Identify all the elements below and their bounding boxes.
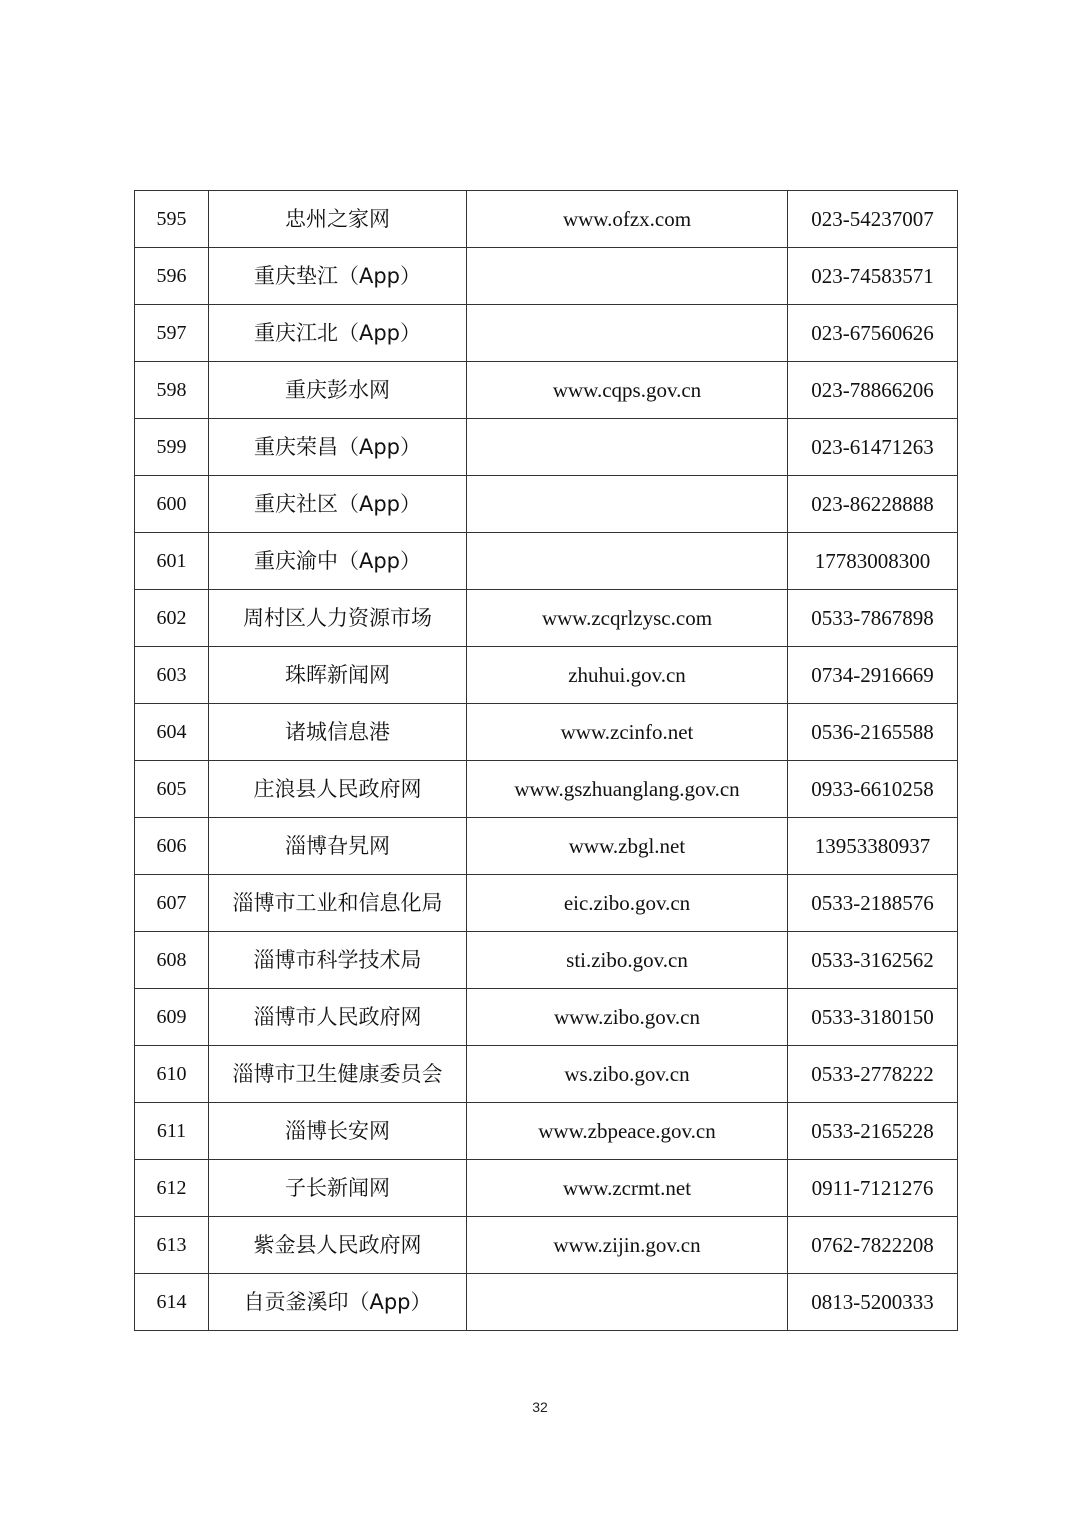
site-name-cell: 珠晖新闻网 [209,647,467,704]
row-number-cell: 607 [135,875,209,932]
row-number-cell: 614 [135,1274,209,1331]
site-name-cell: 淄博旮旯网 [209,818,467,875]
phone-cell: 0813-5200333 [788,1274,958,1331]
phone-cell: 0536-2165588 [788,704,958,761]
phone-cell: 023-74583571 [788,248,958,305]
site-url-cell: www.zijin.gov.cn [467,1217,788,1274]
site-url-cell [467,248,788,305]
table-row [135,647,958,704]
site-url-cell [467,1274,788,1331]
table-row [135,761,958,818]
site-name-cell: 重庆社区（App） [209,476,467,533]
row-number-cell: 612 [135,1160,209,1217]
site-url-cell: www.gszhuanglang.gov.cn [467,761,788,818]
phone-cell: 0533-7867898 [788,590,958,647]
site-name-cell: 紫金县人民政府网 [209,1217,467,1274]
phone-cell: 023-54237007 [788,191,958,248]
site-url-cell: www.ofzx.com [467,191,788,248]
phone-cell: 023-61471263 [788,419,958,476]
phone-cell: 0933-6610258 [788,761,958,818]
site-name-cell: 重庆渝中（App） [209,533,467,590]
site-url-cell: ws.zibo.gov.cn [467,1046,788,1103]
phone-cell: 0533-3180150 [788,989,958,1046]
site-name-cell: 淄博市人民政府网 [209,989,467,1046]
phone-cell: 0533-2778222 [788,1046,958,1103]
row-number-cell: 601 [135,533,209,590]
site-url-cell: www.cqps.gov.cn [467,362,788,419]
phone-cell: 0911-7121276 [788,1160,958,1217]
table-row [135,875,958,932]
site-name-cell: 淄博市科学技术局 [209,932,467,989]
row-number-cell: 595 [135,191,209,248]
website-listing-table [134,190,958,1331]
table-row [135,362,958,419]
table-row [135,818,958,875]
phone-cell: 0734-2916669 [788,647,958,704]
page-number: 32 [532,1399,548,1415]
site-name-cell: 周村区人力资源市场 [209,590,467,647]
row-number-cell: 609 [135,989,209,1046]
site-name-cell: 自贡釜溪印（App） [209,1274,467,1331]
table-row [135,191,958,248]
table-row [135,1046,958,1103]
table-row [135,1103,958,1160]
site-name-cell: 重庆彭水网 [209,362,467,419]
site-url-cell: www.zibo.gov.cn [467,989,788,1046]
site-url-cell: www.zcqrlzysc.com [467,590,788,647]
table-row [135,704,958,761]
site-name-cell: 淄博市卫生健康委员会 [209,1046,467,1103]
phone-cell: 13953380937 [788,818,958,875]
table-row [135,932,958,989]
table-row [135,305,958,362]
phone-cell: 023-86228888 [788,476,958,533]
site-url-cell [467,305,788,362]
site-name-cell: 重庆垫江（App） [209,248,467,305]
row-number-cell: 611 [135,1103,209,1160]
site-url-cell [467,419,788,476]
row-number-cell: 608 [135,932,209,989]
phone-cell: 0533-2188576 [788,875,958,932]
table-row [135,989,958,1046]
row-number-cell: 604 [135,704,209,761]
row-number-cell: 597 [135,305,209,362]
site-url-cell: sti.zibo.gov.cn [467,932,788,989]
phone-cell: 023-78866206 [788,362,958,419]
site-name-cell: 子长新闻网 [209,1160,467,1217]
site-name-cell: 重庆荣昌（App） [209,419,467,476]
site-url-cell: www.zbgl.net [467,818,788,875]
site-url-cell: eic.zibo.gov.cn [467,875,788,932]
site-url-cell: www.zcrmt.net [467,1160,788,1217]
row-number-cell: 596 [135,248,209,305]
row-number-cell: 605 [135,761,209,818]
table-row [135,419,958,476]
table-row [135,248,958,305]
row-number-cell: 600 [135,476,209,533]
site-name-cell: 重庆江北（App） [209,305,467,362]
site-name-cell: 忠州之家网 [209,191,467,248]
phone-cell: 17783008300 [788,533,958,590]
row-number-cell: 603 [135,647,209,704]
site-url-cell: www.zcinfo.net [467,704,788,761]
site-name-cell: 淄博市工业和信息化局 [209,875,467,932]
row-number-cell: 613 [135,1217,209,1274]
table-row [135,1274,958,1331]
table-row [135,476,958,533]
phone-cell: 0762-7822208 [788,1217,958,1274]
phone-cell: 023-67560626 [788,305,958,362]
row-number-cell: 598 [135,362,209,419]
row-number-cell: 606 [135,818,209,875]
table-row [135,590,958,647]
table-row [135,1160,958,1217]
row-number-cell: 610 [135,1046,209,1103]
row-number-cell: 602 [135,590,209,647]
site-name-cell: 淄博长安网 [209,1103,467,1160]
phone-cell: 0533-2165228 [788,1103,958,1160]
site-url-cell: zhuhui.gov.cn [467,647,788,704]
site-url-cell [467,533,788,590]
table-row [135,1217,958,1274]
site-name-cell: 诸城信息港 [209,704,467,761]
site-url-cell: www.zbpeace.gov.cn [467,1103,788,1160]
table-row [135,533,958,590]
site-name-cell: 庄浪县人民政府网 [209,761,467,818]
row-number-cell: 599 [135,419,209,476]
phone-cell: 0533-3162562 [788,932,958,989]
table-body [135,191,958,1331]
site-url-cell [467,476,788,533]
